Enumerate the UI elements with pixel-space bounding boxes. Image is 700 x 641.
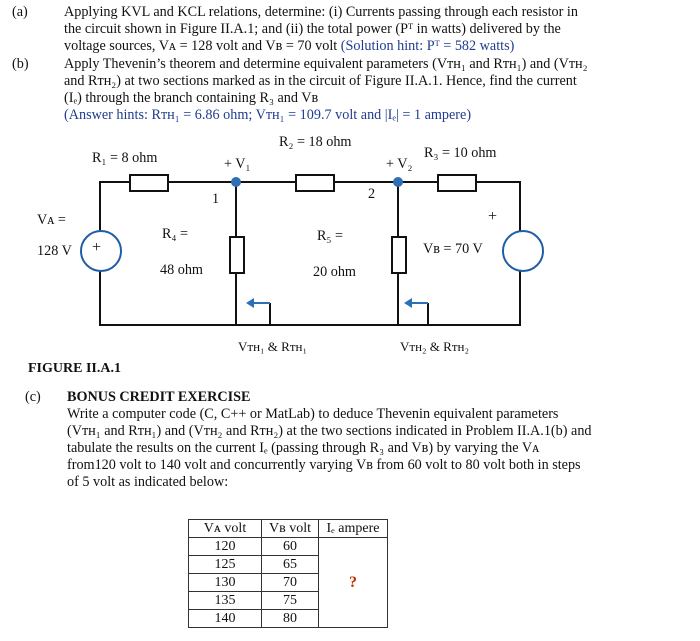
- results-table: [188, 519, 388, 628]
- part-a-line-3: voltage sources, Vᴀ = 128 volt and Vʙ = 70 volt: [64, 38, 338, 54]
- table-row: [189, 610, 388, 628]
- table-row: [189, 538, 388, 556]
- part-c-line-1: Write a computer code (C, C++ or MatLab) to deduce Thevenin equivalent parameters: [67, 406, 559, 422]
- thevenin-arrow-1-icon: [244, 295, 280, 325]
- part-c-line-3: tabulate the results on the current Iₑ (passing through R₃ and Vʙ) by varying the Vᴀ: [67, 440, 540, 456]
- table-row: [189, 556, 388, 574]
- thevenin-1-label: Vᴛʜ₁ & Rᴛʜ₁: [238, 339, 308, 354]
- right-wire-bottom: [519, 268, 521, 325]
- part-c-line-4: from120 volt to 140 volt and concurrently varying Vʙ from 60 volt to 80 volt both in steps: [67, 457, 581, 473]
- node2-wire-bottom: [397, 270, 399, 325]
- node-1-label: 1: [212, 191, 220, 207]
- r4-label: R₄ =: [162, 226, 188, 242]
- v2-label: + V₂: [386, 156, 413, 172]
- r1-label: R₁ = 8 ohm: [92, 150, 158, 166]
- part-b-hint: (Answer hints: Rᴛʜ₁ = 6.86 ohm; Vᴛʜ₁ = 109.7 volt and |Iₑ| = 1 ampere): [64, 107, 472, 123]
- part-a-marker: (a): [12, 4, 28, 20]
- vb-plus: +: [488, 208, 498, 225]
- table-cell: 65: [262, 556, 319, 574]
- table-cell: 75: [262, 592, 319, 610]
- table-cell: 140: [189, 610, 262, 628]
- left-wire-top: [99, 181, 101, 232]
- va-plus: +: [92, 239, 102, 256]
- va-value: 128 V: [37, 243, 72, 259]
- voltage-source-vb: [502, 230, 544, 272]
- part-b-line-2: and Rᴛʜ₂) at two sections marked as in the circuit of Figure II.A.1. Hence, find the current: [64, 73, 577, 89]
- part-b-line-1: Apply Thevenin’s theorem and determine equivalent parameters (Vᴛʜ₁ and Rᴛʜ₁) and (Vᴛʜ₂: [64, 56, 588, 72]
- table-row: [189, 574, 388, 592]
- table-cell: [319, 538, 388, 556]
- resistor-r1: [129, 174, 169, 192]
- r2-label: R₂ = 18 ohm: [279, 134, 352, 150]
- resistor-r5: [391, 236, 407, 274]
- bottom-wire: [99, 324, 521, 326]
- node-2-dot: [393, 177, 403, 187]
- r5-label: R₅ =: [317, 228, 343, 244]
- r3-label: R₃ = 10 ohm: [424, 145, 497, 161]
- table-cell: 80: [262, 610, 319, 628]
- table-cell: 120: [189, 538, 262, 556]
- thevenin-arrow-2-icon: [402, 295, 438, 325]
- node1-wire-top: [235, 181, 237, 237]
- part-c-title: BONUS CREDIT EXERCISE: [67, 389, 251, 405]
- right-wire-top: [519, 181, 521, 232]
- resistor-r3: [437, 174, 477, 192]
- figure-caption: FIGURE II.A.1: [28, 361, 121, 376]
- part-a-hint: (Solution hint: Pᵀ = 582 watts): [340, 38, 515, 54]
- table-cell: [319, 556, 388, 574]
- node1-wire-bottom: [235, 270, 237, 325]
- table-cell-question: ?: [319, 574, 388, 592]
- part-c-line-2: (Vᴛʜ₁ and Rᴛʜ₁) and (Vᴛʜ₂ and Rᴛʜ₂) at the two sections indicated in Problem II.A.1(b) and: [67, 423, 592, 439]
- table-cell: 135: [189, 592, 262, 610]
- part-c-line-5: of 5 volt as indicated below:: [67, 474, 229, 490]
- part-a-line-1: Applying KVL and KCL relations, determine: (i) Currents passing through each resistor in: [64, 4, 578, 20]
- table-header-va: Vᴀ volt: [189, 520, 262, 538]
- table-header-ie: Iₑ ampere: [319, 520, 388, 538]
- va-label: Vᴀ =: [37, 212, 66, 228]
- node2-wire-top: [397, 181, 399, 237]
- table-header-vb: Vʙ volt: [262, 520, 319, 538]
- part-b-marker: (b): [12, 56, 29, 72]
- part-c-marker: (c): [25, 389, 41, 405]
- table-row: [189, 592, 388, 610]
- table-cell: 125: [189, 556, 262, 574]
- thevenin-2-label: Vᴛʜ₂ & Rᴛʜ₂: [400, 339, 470, 354]
- resistor-r4: [229, 236, 245, 274]
- left-wire-bottom: [99, 268, 101, 325]
- resistor-r2: [295, 174, 335, 192]
- part-b-line-3: (Iₑ) through the branch containing R₃ and Vʙ: [64, 90, 319, 106]
- node-2-label: 2: [368, 186, 376, 202]
- table-header-row: [189, 520, 388, 538]
- vb-label: Vʙ = 70 V: [423, 241, 483, 257]
- table-cell: 70: [262, 574, 319, 592]
- r4-value: 48 ohm: [160, 262, 203, 278]
- table-cell: 130: [189, 574, 262, 592]
- table-cell: [319, 610, 388, 628]
- table-cell: 60: [262, 538, 319, 556]
- node-1-dot: [231, 177, 241, 187]
- v1-label: + V₁: [224, 156, 251, 172]
- r5-value: 20 ohm: [313, 264, 356, 280]
- table-cell: [319, 592, 388, 610]
- part-a-line-2: the circuit shown in Figure II.A.1; and (ii) the total power (Pᵀ in watts) delivered by the: [64, 21, 561, 37]
